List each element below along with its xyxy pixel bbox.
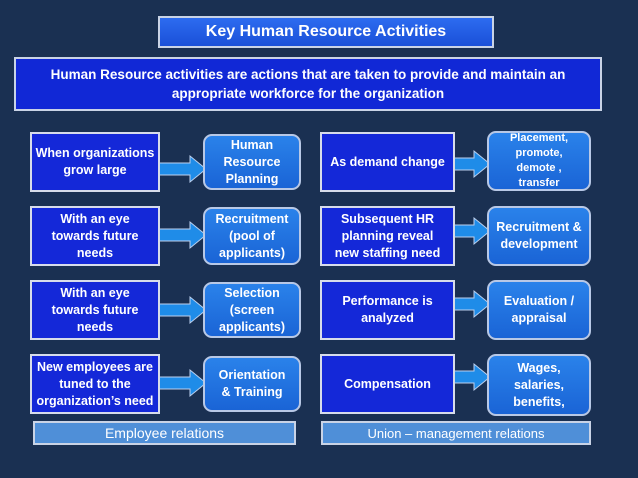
arrow-left-3 (155, 297, 206, 323)
diagram-title: Key Human Resource Activities (158, 16, 494, 48)
right-activity-1: Placement, promote, demote , transfer (487, 131, 591, 191)
arrow-left-2 (155, 222, 206, 248)
left-trigger-4: New employees are tuned to the organization’s need (30, 354, 160, 414)
arrow-left-4 (155, 370, 206, 396)
right-activity-2: Recruitment & development (487, 206, 591, 266)
right-activity-4: Wages, salaries, benefits, (487, 354, 591, 416)
arrow-left-1 (155, 156, 206, 182)
left-activity-3: Selection (screen applicants) (203, 282, 301, 338)
right-trigger-4: Compensation (320, 354, 455, 414)
left-activity-4: Orientation & Training (203, 356, 301, 412)
left-activity-2: Recruitment (pool of applicants) (203, 207, 301, 265)
left-trigger-1: When organizations grow large (30, 132, 160, 192)
left-trigger-3: With an eye towards future needs (30, 280, 160, 340)
footer-employee-relations: Employee relations (33, 421, 296, 445)
left-trigger-2: With an eye towards future needs (30, 206, 160, 266)
right-activity-3: Evaluation / appraisal (487, 280, 591, 340)
right-trigger-3: Performance is analyzed (320, 280, 455, 340)
diagram-subtitle: Human Resource activities are actions that are taken to provide and maintain an appropriate workforce for the organization (14, 57, 602, 111)
right-trigger-1: As demand change (320, 132, 455, 192)
right-trigger-2: Subsequent HR planning reveal new staffing need (320, 206, 455, 266)
left-activity-1: Human Resource Planning (203, 134, 301, 190)
footer-union-relations: Union – management relations (321, 421, 591, 445)
